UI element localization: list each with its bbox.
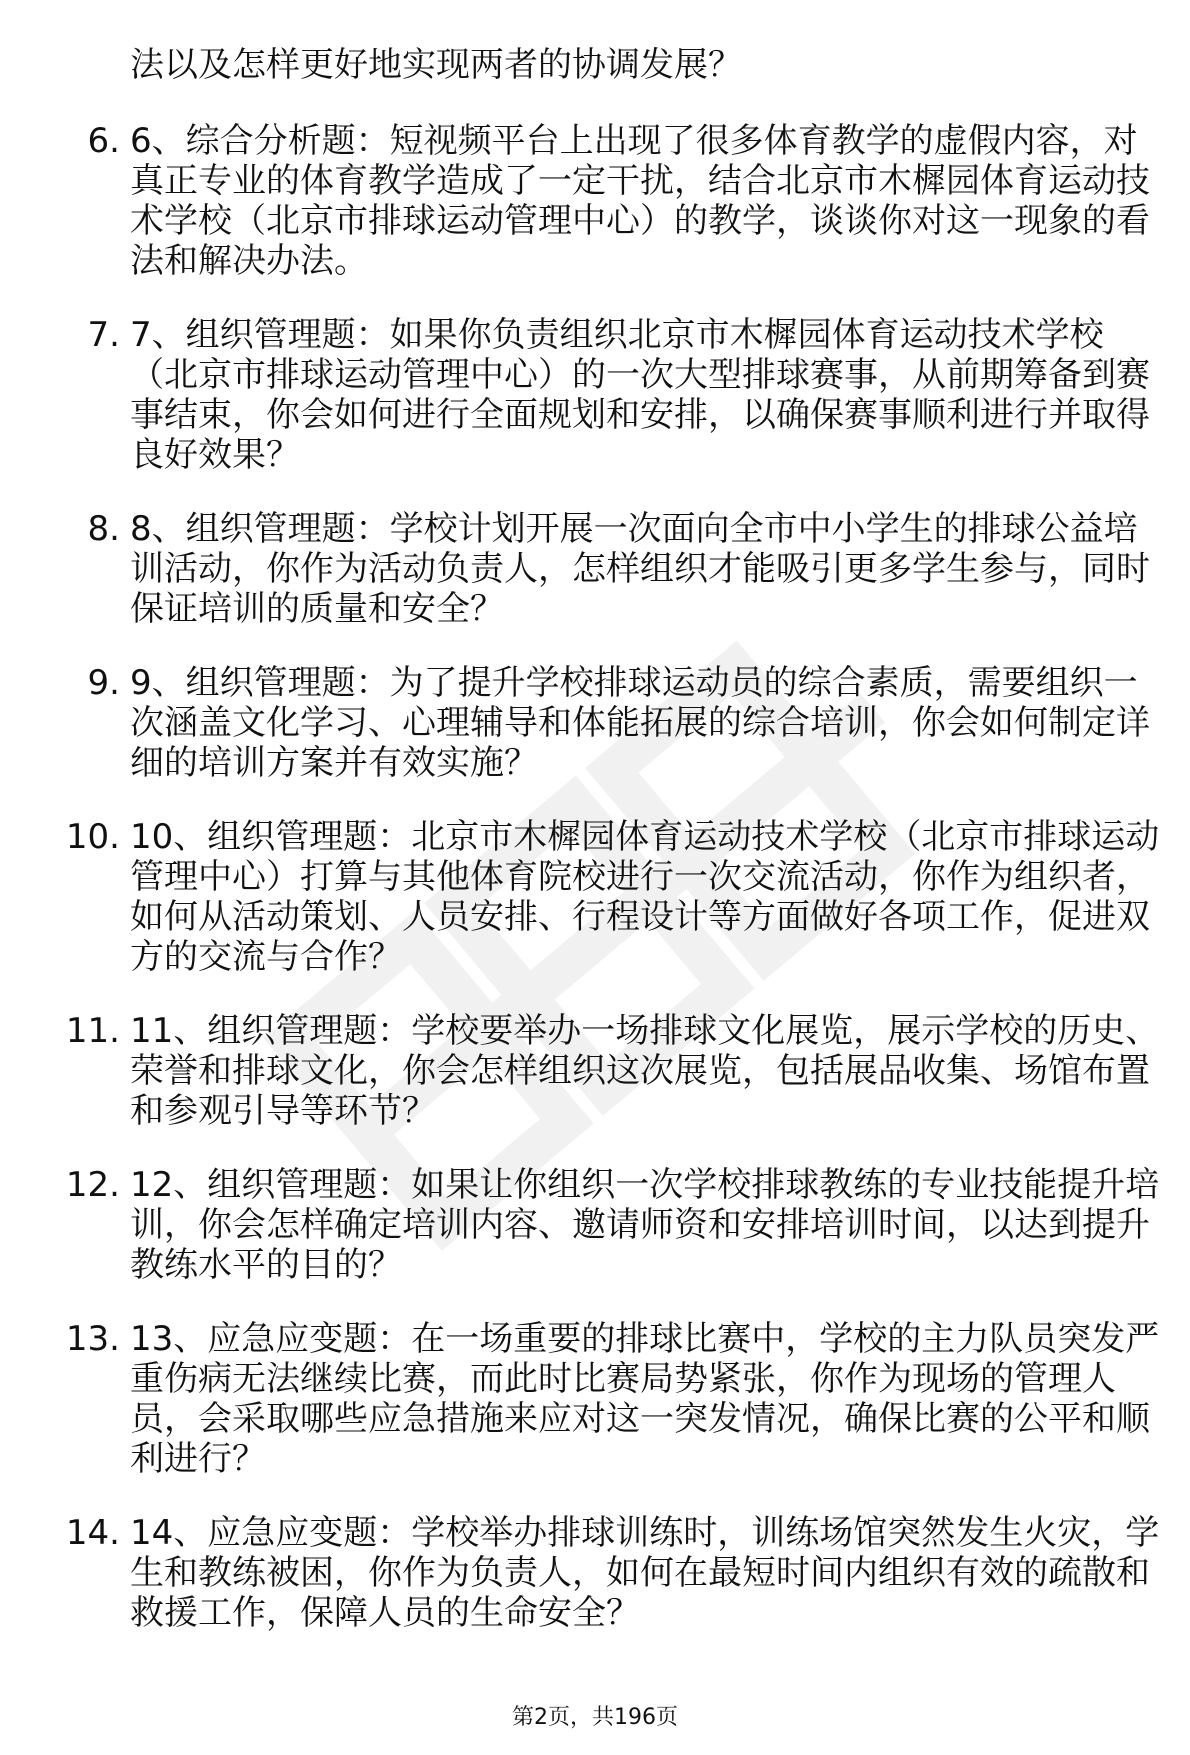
question-number: 13. <box>65 1319 120 1359</box>
question-item <box>0 1319 1170 1479</box>
question-text: 11、组织管理题：学校要举办一场排球文化展览，展示学校的历史、荣誉和排球文化，你会怎样组织这次展览，包括展品收集、场馆布置和参观引导等环节？ <box>130 1011 1160 1131</box>
question-list <box>0 121 1190 1633</box>
question-item <box>0 509 1170 629</box>
question-item <box>0 315 1170 475</box>
question-item <box>0 121 1170 281</box>
question-number: 10. <box>65 817 120 857</box>
page-number-label: 第2页，共196页 <box>512 1705 678 1730</box>
question-text: 14、应急应变题：学校举办排球训练时，训练场馆突然发生火灾，学生和教练被困，你作为负责人，如何在最短时间内组织有效的疏散和救援工作，保障人员的生命安全？ <box>130 1513 1160 1633</box>
question-number: 14. <box>65 1513 120 1553</box>
question-item <box>0 663 1170 783</box>
question-number: 7. <box>87 315 120 355</box>
question-item <box>0 1011 1170 1131</box>
question-number: 9. <box>87 663 120 703</box>
question-item <box>0 817 1170 977</box>
question-text: 7、组织管理题：如果你负责组织北京市木樨园体育运动技术学校（北京市排球运动管理中心）的一次大型排球赛事，从前期筹备到赛事结束，你会如何进行全面规划和安排，以确保赛事顺利进行并取得良好效果？ <box>130 315 1150 475</box>
question-text: 13、应急应变题：在一场重要的排球比赛中，学校的主力队员突发严重伤病无法继续比赛，而此时比赛局势紧张，你作为现场的管理人员，会采取哪些应急措施来应对这一突发情况，确保比赛的公平和顺利进行？ <box>130 1319 1160 1479</box>
question-number: 12. <box>65 1165 120 1205</box>
question-number: 8. <box>87 509 120 549</box>
question-text: 10、组织管理题：北京市木樨园体育运动技术学校（北京市排球运动管理中心）打算与其他体育院校进行一次交流活动，你作为组织者，如何从活动策划、人员安排、行程设计等方面做好各项工作，促进双方的交流与合作？ <box>130 817 1160 977</box>
question-text: 6、综合分析题：短视频平台上出现了很多体育教学的虚假内容，对真正专业的体育教学造成了一定干扰，结合北京市木樨园体育运动技术学校（北京市排球运动管理中心）的教学，谈谈你对这一现象的看法和解决办法。 <box>130 121 1150 281</box>
question-item <box>0 1513 1170 1633</box>
continuation-text: 法以及怎样更好地实现两者的协调发展？ <box>130 45 742 85</box>
page-footer <box>0 1700 1190 1731</box>
question-number: 6. <box>87 121 120 161</box>
question-item <box>0 1165 1170 1285</box>
document-content <box>0 45 1190 1667</box>
question-text: 12、组织管理题：如果让你组织一次学校排球教练的专业技能提升培训，你会怎样确定培训内容、邀请师资和安排培训时间，以达到提升教练水平的目的？ <box>130 1165 1160 1285</box>
question-text: 8、组织管理题：学校计划开展一次面向全市中小学生的排球公益培训活动，你作为活动负责人，怎样组织才能吸引更多学生参与，同时保证培训的质量和安全？ <box>130 509 1150 629</box>
question-text: 9、组织管理题：为了提升学校排球运动员的综合素质，需要组织一次涵盖文化学习、心理辅导和体能拓展的综合培训，你会如何制定详细的培训方案并有效实施？ <box>130 663 1150 783</box>
question-number: 11. <box>65 1011 120 1051</box>
